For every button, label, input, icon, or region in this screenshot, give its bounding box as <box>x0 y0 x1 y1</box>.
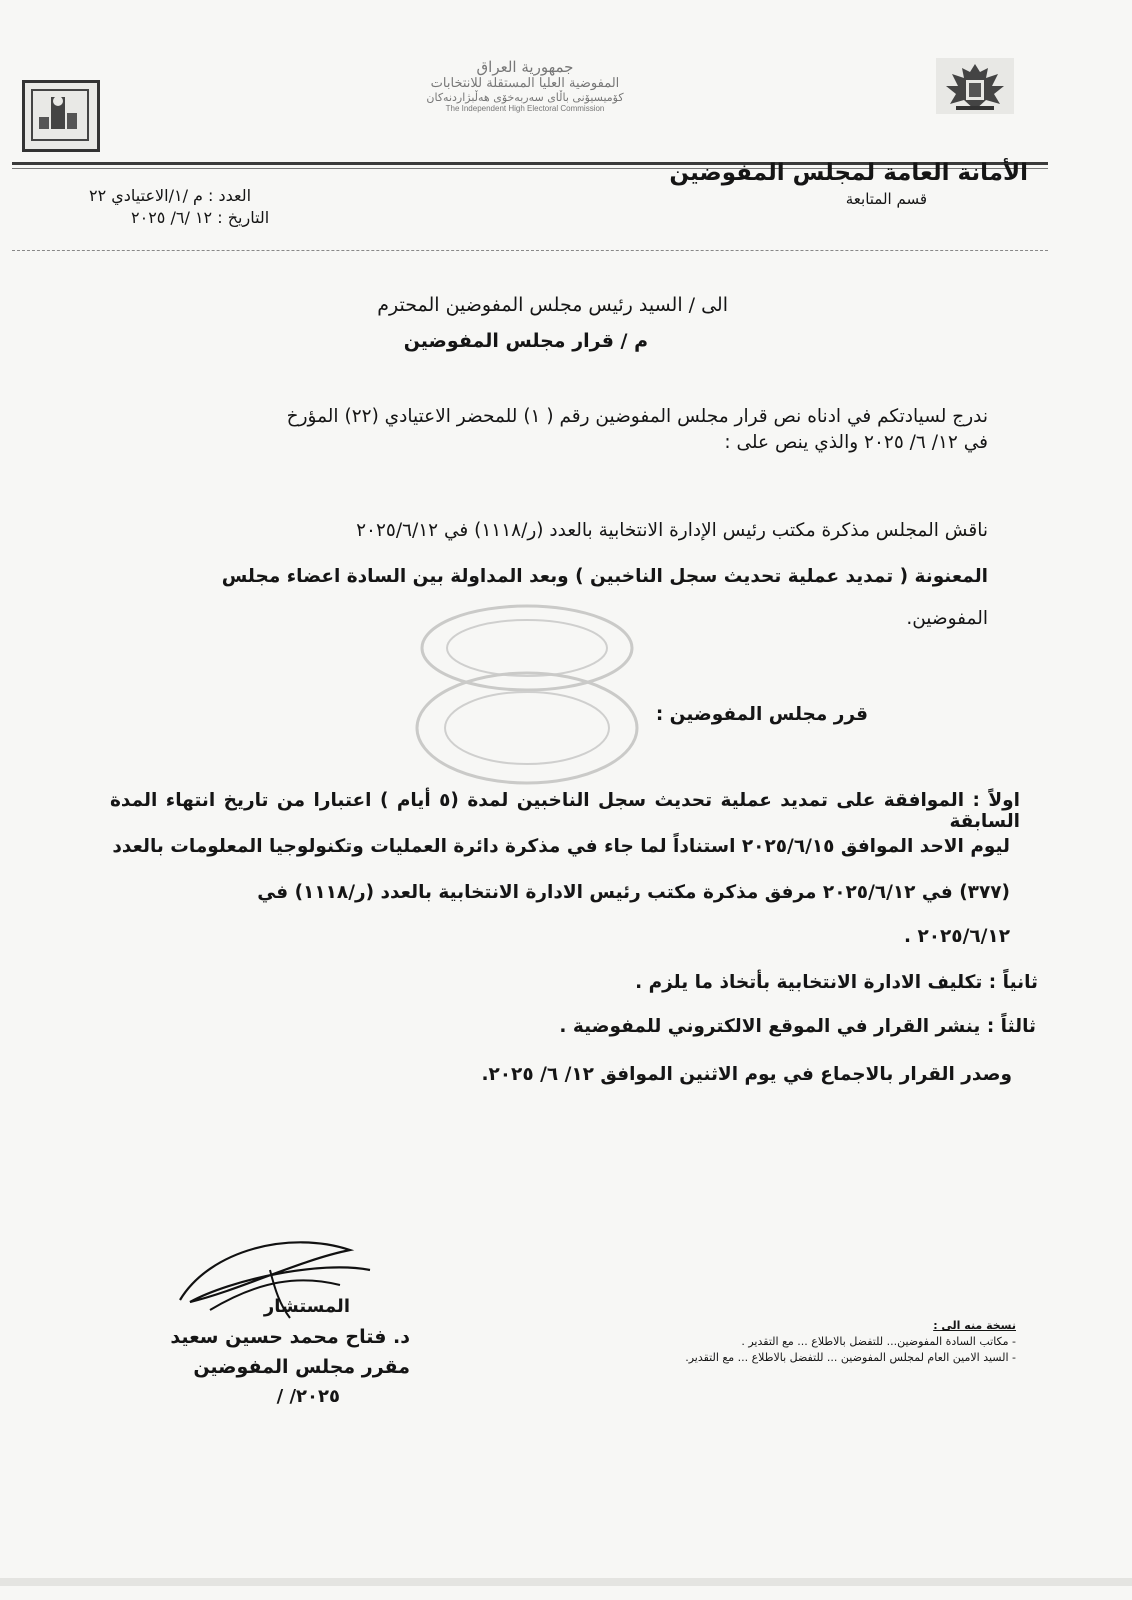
decision-heading: قرر مجلس المفوضين : <box>655 704 868 725</box>
signature-date: / /٢٠٢٥ <box>276 1386 340 1407</box>
letterhead-center <box>395 58 655 113</box>
commission-logo-icon <box>22 80 100 152</box>
intro-line-1: ندرج لسيادتكم في ادناه نص قرار مجلس المفوضين رقم ( ١) للمحضر الاعتيادي (٢٢) المؤرخ <box>286 406 988 427</box>
copies-heading: نسخة منه الى : <box>933 1319 1016 1332</box>
signature-title: المستشار <box>263 1296 350 1317</box>
iraq-emblem-icon <box>936 58 1014 114</box>
intro-line-2: في ١٢/ ٦/ ٢٠٢٥ والذي ينص على : <box>724 432 988 453</box>
letterhead-commission-ku: كۆمیسیۆنی باڵای سەربەخۆی هەڵبژاردنەکان <box>426 91 624 104</box>
reference-date: التاريخ : ١٢ /٦/ ٢٠٢٥ <box>131 208 270 227</box>
addressee: الى / السيد رئيس مجلس المفوضين المحترم <box>377 294 728 316</box>
issued-line: وصدر القرار بالاجماع في يوم الاثنين الموافق ١٢/ ٦/ ٢٠٢٥. <box>481 1064 1012 1085</box>
first-item-line-3: (٣٧٧) في ٢٠٢٥/٦/١٢ مرفق مذكرة مكتب رئيس الادارة الانتخابية بالعدد (ر/١١١٨) في <box>257 882 1010 903</box>
scan-edge <box>0 1578 1132 1586</box>
second-item: ثانياً : تكليف الادارة الانتخابية بأتخاذ ما يلزم . <box>635 972 1038 993</box>
subject: م / قرار مجلس المفوضين <box>403 330 648 352</box>
discussion-line-2: المعنونة ( تمديد عملية تحديث سجل الناخبين ) وبعد المداولة بين السادة اعضاء مجلس <box>221 566 988 587</box>
letterhead-commission-en: The Independent High Electoral Commission <box>445 104 605 113</box>
signature-block <box>150 1230 410 1430</box>
reference-number: العدد : م /١/الاعتيادي ٢٢ <box>89 186 252 205</box>
department-title: الأمانة العامة لمجلس المفوضين <box>669 160 1028 186</box>
letterhead-commission-ar: المفوضية العليا المستقلة للانتخابات <box>430 76 620 91</box>
first-item-line-2: ليوم الاحد الموافق ٢٠٢٥/٦/١٥ استناداً لما جاء في مذكرة دائرة العمليات وتكنولوجيا المعلومات بالعدد <box>112 836 1010 857</box>
copies-list <box>685 1318 1016 1366</box>
first-item-line-1: اولاً : الموافقة على تمديد عملية تحديث سجل الناخبين لمدة (٥ أيام ) اعتبارا من تاريخ انتهاء المدة السابقة <box>110 790 1020 832</box>
section-name: قسم المتابعة <box>845 190 927 208</box>
copies-item: - مكاتب السادة المفوضين... للتفضل بالاطلاع ... مع التقدير . <box>741 1335 1016 1348</box>
discussion-line-1: ناقش المجلس مذكرة مكتب رئيس الإدارة الانتخابية بالعدد (ر/١١١٨) في ٢٠٢٥/٦/١٢ <box>356 520 988 541</box>
signatory-name: د. فتاح محمد حسين سعيد <box>170 1326 410 1348</box>
copies-item: - السيد الامين العام لمجلس المفوضين ... للتفضل بالاطلاع ... مع التقدير. <box>685 1351 1016 1364</box>
third-item: ثالثاً : ينشر القرار في الموقع الالكتروني للمفوضية . <box>559 1016 1036 1037</box>
signatory-role: مقرر مجلس المفوضين <box>193 1356 410 1378</box>
discussion-line-3: المفوضين. <box>906 608 988 629</box>
header-divider <box>12 250 1048 251</box>
letterhead-country: جمهورية العراق <box>476 58 574 76</box>
first-item-line-4: ٢٠٢٥/٦/١٢ . <box>903 926 1010 947</box>
official-stamp-icon <box>402 598 652 788</box>
